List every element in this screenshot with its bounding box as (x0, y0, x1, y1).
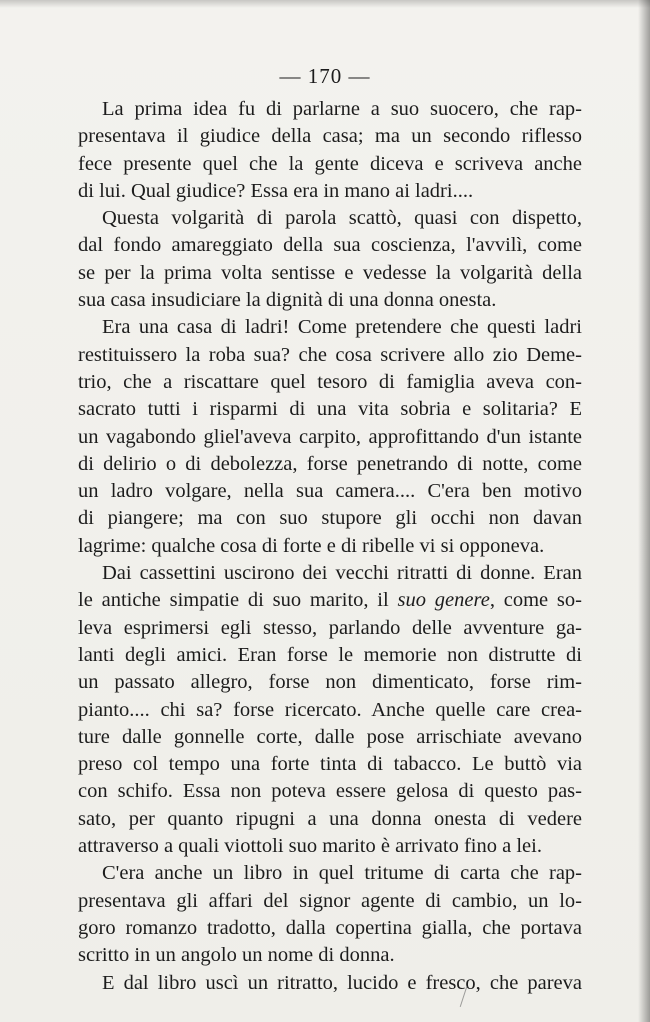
scan-shadow-top (0, 0, 650, 8)
text-line: di lui. Qual giudice? Essa era in mano ai ladri.... (78, 179, 474, 202)
text-line: dal fondo amareggiato della sua coscienza, l'avvilì, come (78, 234, 582, 257)
text-line: restituissero la roba sua? che cosa scrivere allo zio Deme- (78, 343, 582, 366)
body-text (78, 96, 582, 997)
text-line: sacrato tutti i risparmi di una vita sobria e solitaria? E (78, 398, 582, 421)
text-line: attraverso a quali viottoli suo marito è arrivato fino a lei. (78, 835, 542, 858)
italic-phrase: suo genere (397, 589, 490, 612)
text-line: un vagabondo gliel'aveva carpito, approfittando d'un istante (78, 425, 582, 448)
text-line: Era una casa di ladri! Come pretendere che questi ladri (102, 316, 582, 339)
text-line: Questa volgarità di parola scattò, quasi con dispetto, (102, 207, 582, 230)
text-line: trio, che a riscattare quel tesoro di famiglia aveva con- (78, 370, 582, 393)
text-line: pianto.... chi sa? forse ricercato. Anche quelle care crea- (78, 698, 582, 721)
text-line: lagrime: qualche cosa di forte e di ribelle vi si opponeva. (78, 534, 545, 557)
text-line: sua casa insudiciare la dignità di una donna onesta. (78, 289, 497, 312)
text-line: La prima idea fu di parlarne a suo suocero, che rap- (102, 98, 582, 120)
text-line: presentava il giudice della casa; ma un secondo riflesso (78, 125, 582, 148)
text-line: di delirio o di debolezza, forse penetrando di notte, come (78, 452, 582, 475)
text-line: lanti degli amici. Eran forse le memorie non distrutte di (78, 643, 582, 666)
text-line: presentava gli affari del signor agente di cambio, un lo- (78, 889, 582, 912)
text-line: sato, per quanto ripugni a una donna onesta di vedere (78, 807, 582, 830)
text-line: scritto in un angolo un nome di donna. (78, 944, 395, 967)
text-line: ture dalle gonnelle corte, dalle pose arrischiate avevano (78, 725, 582, 748)
text-line: preso col tempo una forte tinta di tabacco. Le buttò via (78, 753, 582, 776)
text-line: di piangere; ma con suo stupore gli occhi non davan (78, 507, 582, 530)
scan-shadow-right (638, 0, 650, 1022)
text-line: E dal libro uscì un ritratto, lucido e fresco, che pareva (102, 971, 582, 994)
text-line: Dai cassettini uscirono dei vecchi ritratti di donne. Eran (102, 562, 582, 585)
text-line: C'era anche un libro in quel tritume di carta che rap- (102, 862, 582, 885)
text-line: goro romanzo tradotto, dalla copertina gialla, che portava (78, 916, 582, 939)
text-line: le antiche simpatie di suo marito, il suo genere, come so- (78, 589, 582, 612)
text-line: un ladro volgare, nella sua camera.... C'era ben motivo (78, 480, 582, 503)
text-line: fece presente quel che la gente diceva e scriveva anche (78, 152, 582, 175)
text-line: leva esprimersi egli stesso, parlando delle avventure ga- (78, 616, 582, 639)
text-line: con schifo. Essa non poteva essere gelosa di questo pas- (78, 780, 582, 803)
page-number: — 170 — (279, 64, 371, 88)
text-line: se per la prima volta sentisse e vedesse la volgarità della (78, 261, 582, 284)
text-line: un passato allegro, forse non dimenticato, forse rim- (78, 671, 582, 694)
